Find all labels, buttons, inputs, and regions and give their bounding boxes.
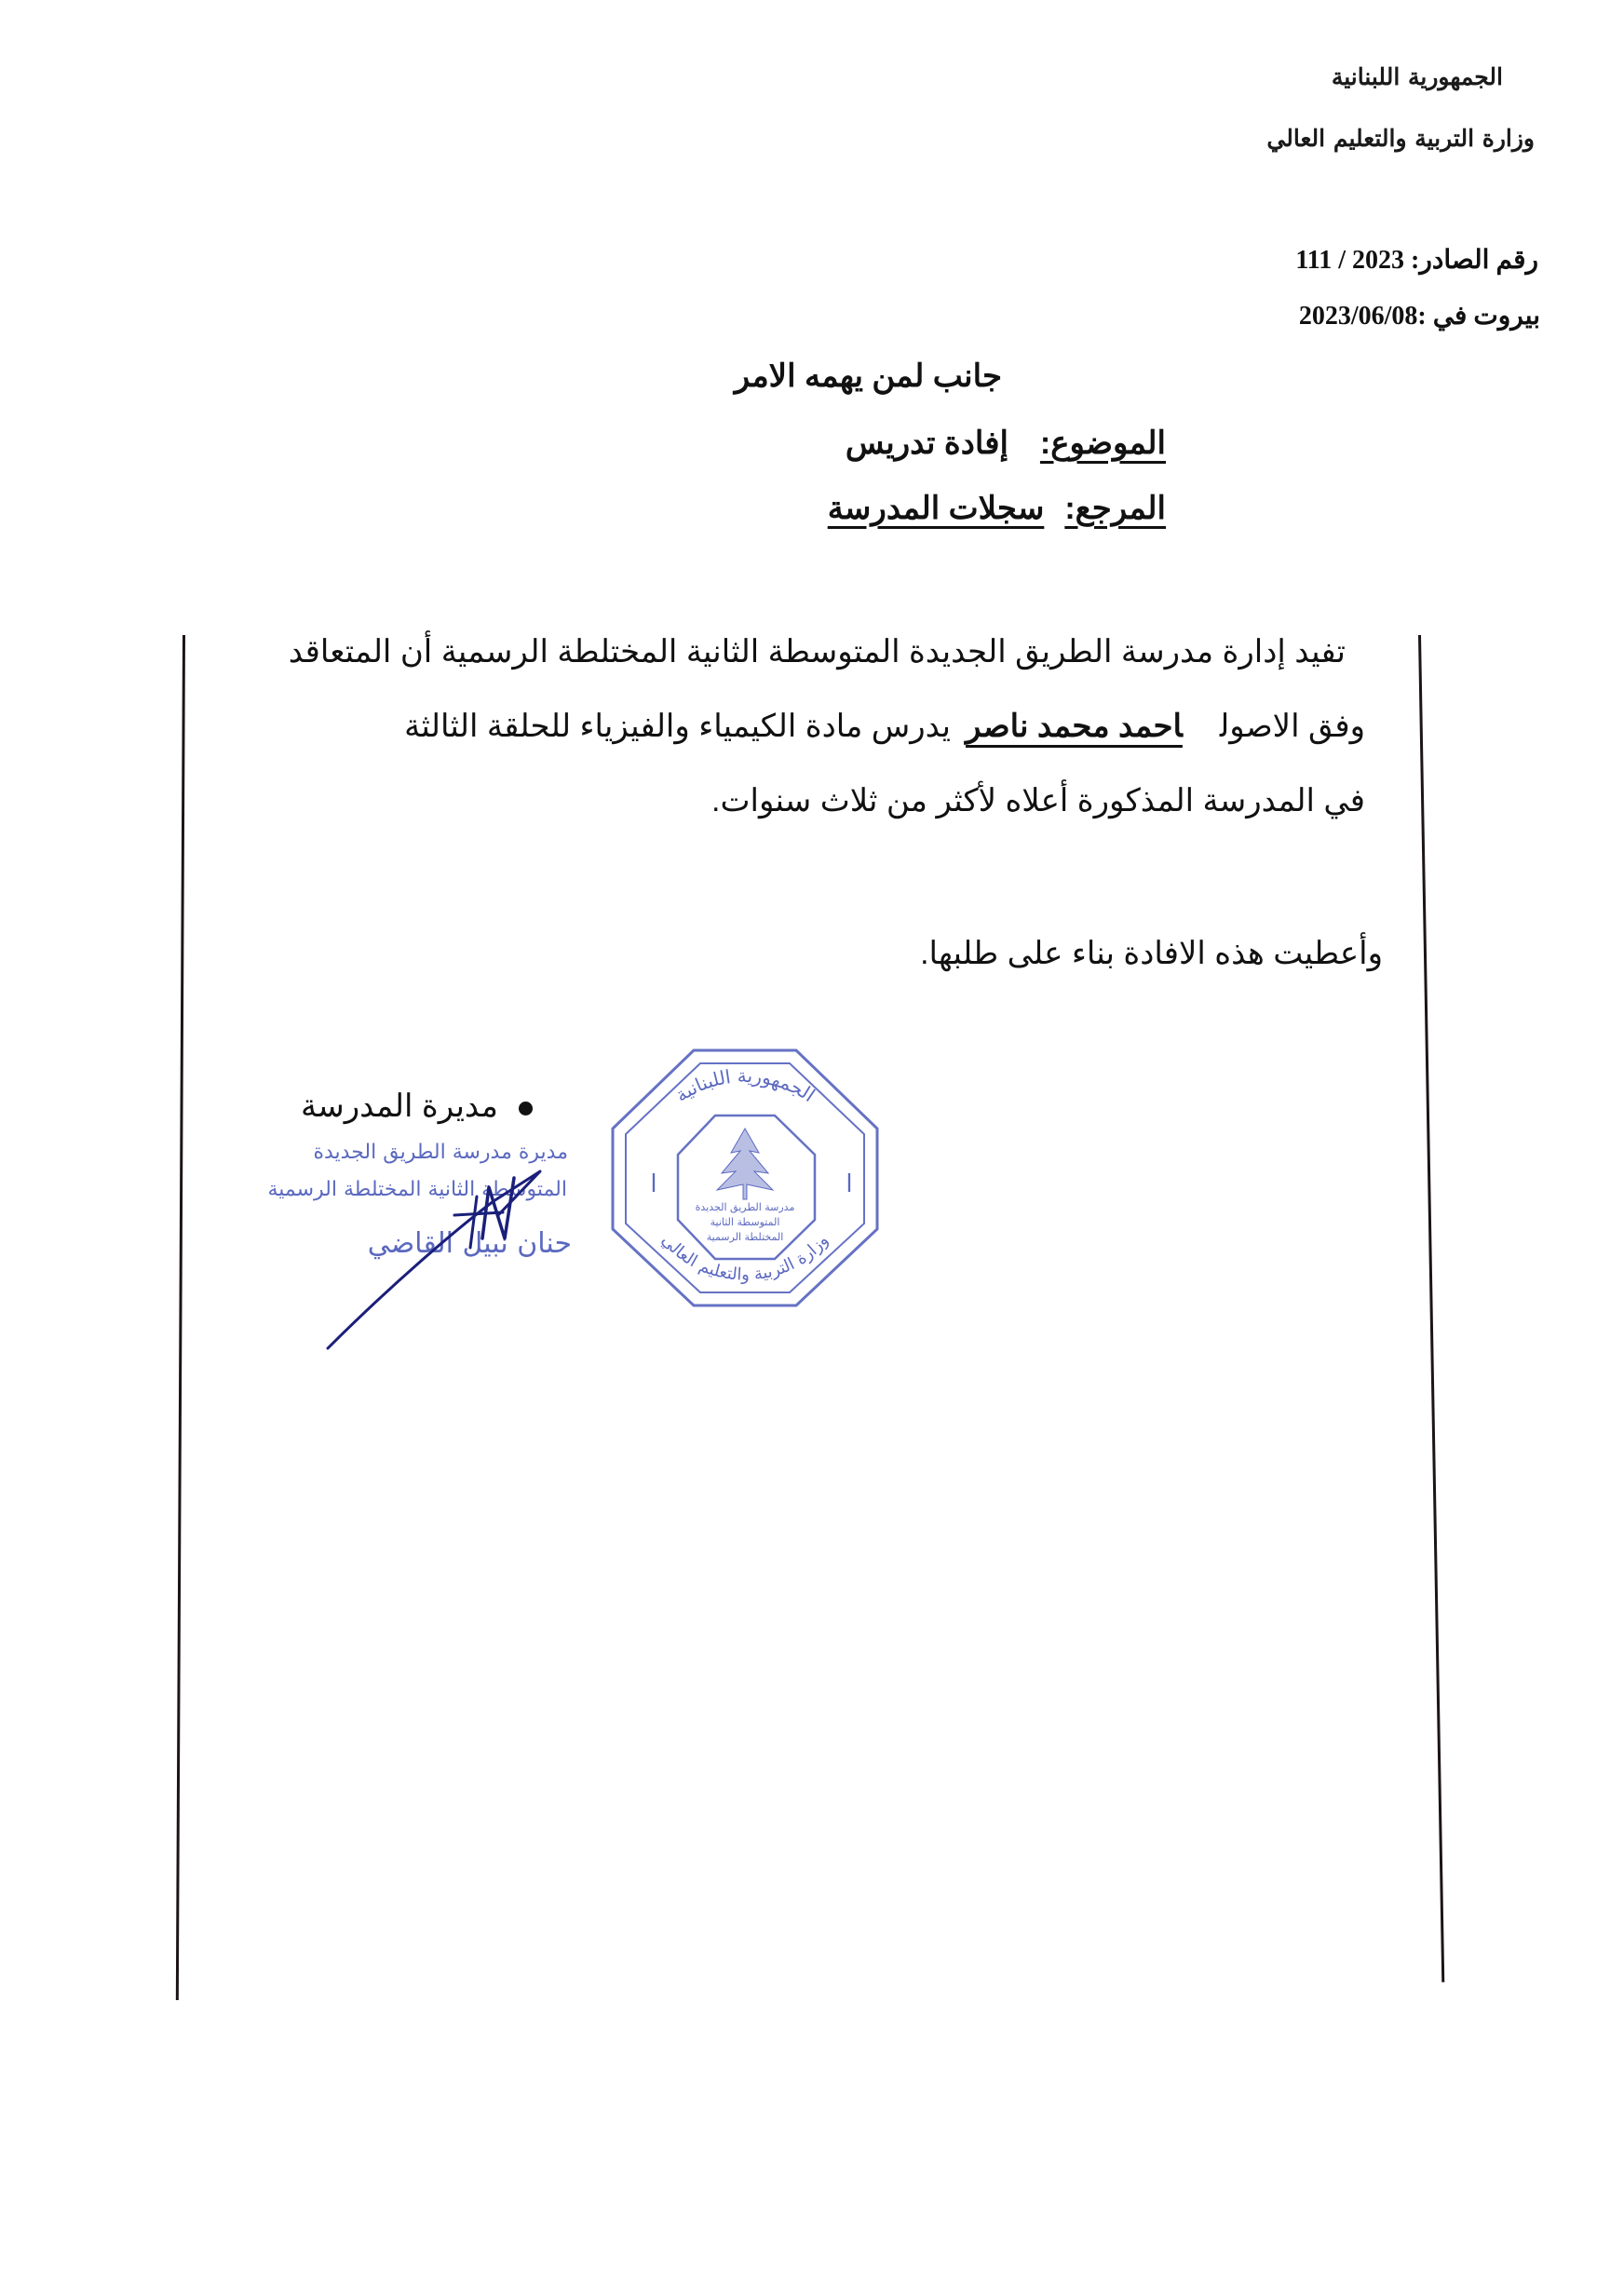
- header-ministry: وزارة التربية والتعليم العالي: [1266, 125, 1535, 152]
- signatory-title-text: مديرة المدرسة: [301, 1089, 498, 1124]
- official-seal: [605, 1043, 885, 1313]
- body-line-2-end: يدرس مادة الكيمياء والفيزياء للحلقة الثالثة: [404, 709, 951, 744]
- seal-outer-top-text: الجمهورية اللبنانية: [670, 1063, 819, 1107]
- addressee: جانب لمن يهمه الامر: [734, 358, 1002, 394]
- issue-date-value: 2023/06/08: [1298, 302, 1418, 331]
- outgoing-number: [1295, 244, 1538, 276]
- reference-value: سجلات المدرسة: [827, 491, 1045, 526]
- seal-inner-line-2: المتوسطة الثانية: [710, 1216, 780, 1228]
- cedar-tree-icon: [717, 1129, 773, 1199]
- issue-date-label: بيروت في :: [1417, 302, 1540, 331]
- issue-date: [1299, 300, 1540, 331]
- reference-row: [828, 490, 1166, 527]
- left-border-line: [176, 635, 185, 2000]
- signature-stroke-t: [470, 1197, 477, 1248]
- seal-inner-line-1: مدرسة الطريق الجديدة: [695, 1201, 795, 1213]
- body-line-2-start: وفق الاصول: [1219, 709, 1365, 744]
- seal-side-mark-right: ا: [846, 1170, 853, 1198]
- subject-label: الموضوع:: [1039, 426, 1166, 461]
- signatory-title: [301, 1088, 533, 1125]
- signature-stroke-n: [482, 1178, 514, 1238]
- body-line-2: [404, 708, 1365, 745]
- seal-side-mark-left: ا: [650, 1170, 657, 1198]
- header-country: الجمهورية اللبنانية: [1331, 63, 1503, 90]
- body-line-1: تفيد إدارة مدرسة الطريق الجديدة المتوسطة الثانية المختلطة الرسمية أن المتعاقد: [288, 634, 1346, 669]
- seal-inner-line-3: المختلطة الرسمية: [706, 1231, 784, 1243]
- signature-stroke-bar: [454, 1212, 503, 1215]
- handwritten-signature: [307, 1164, 605, 1369]
- subject-value: إفادة تدريس: [845, 426, 1008, 461]
- subject-row: [846, 425, 1166, 462]
- name-stamp-line-2: المتوسطة الثانية المختلطة الرسمية: [267, 1178, 567, 1201]
- outgoing-number-label: رقم الصادر:: [1411, 246, 1538, 275]
- closing-statement: وأعطيت هذه الافادة بناء على طلبها.: [920, 936, 1383, 971]
- seal-outer-bottom-text: وزارة التربية والتعليم العالي: [657, 1230, 832, 1285]
- reference-label: المرجع:: [1064, 491, 1166, 526]
- teacher-name: احمد محمد ناصر: [966, 709, 1183, 744]
- name-stamp-line-3: حنان نبيل القاضي: [367, 1227, 572, 1260]
- outgoing-number-value: 111 / 2023: [1295, 246, 1405, 275]
- body-line-3: في المدرسة المذكورة أعلاه لأكثر من ثلاث سنوات.: [711, 783, 1365, 818]
- right-border-line: [1418, 635, 1444, 1982]
- signature-stroke-main: [328, 1171, 540, 1348]
- bullet-icon: [519, 1102, 533, 1116]
- name-stamp-line-1: مديرة مدرسة الطريق الجديدة: [313, 1141, 568, 1164]
